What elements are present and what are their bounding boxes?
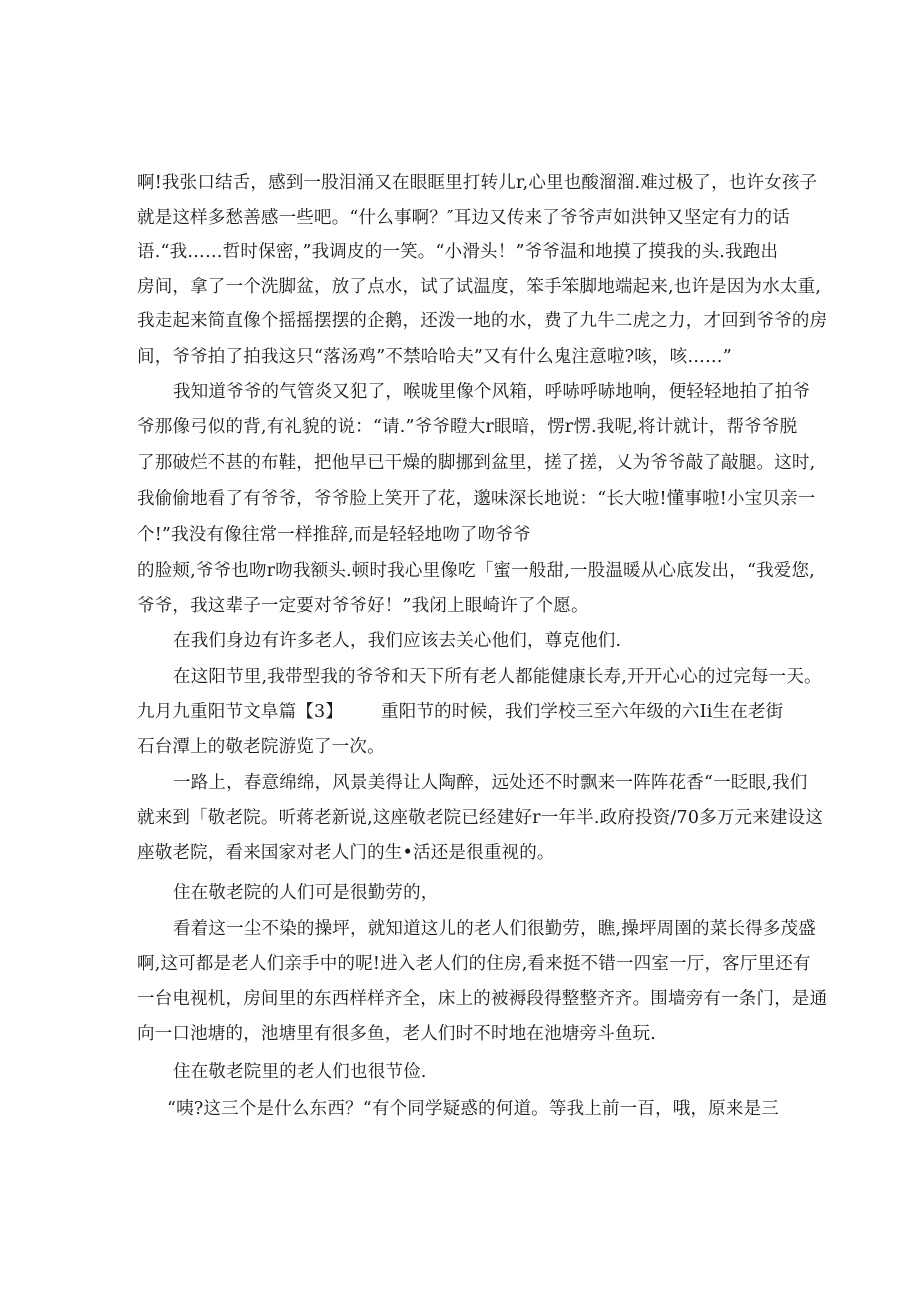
text-line: 我走起来简直像个摇摇摆摆的企鹅，还泼一地的水，费了九牛二虎之力，才回到爷爷的房 xyxy=(137,311,828,331)
text-line: 个!”我没有像往常一样推辞,而是轻轻地吻了吻爷爷 xyxy=(137,525,531,545)
text-line: 就是这样多愁善感一些吧。“什么事啊？″耳边又传来了爷爷声如洪钟又坚定有力的话 xyxy=(137,208,791,228)
text-line: 重阳节的时候，我们学校三至六年级的六Ii生在老街 xyxy=(381,702,784,722)
text-line: 房间，拿了一个洗脚盆，放了点水，试了试温度，笨手笨脚地端起来,也许是因为水太重, xyxy=(137,277,822,297)
text-line: 间，爷爷拍了拍我这只“落汤鸡”不禁哈哈夫”又有什么鬼注意啦?咳，咳……” xyxy=(137,347,732,367)
text-line: 住在敬老院里的老人们也很节俭. xyxy=(173,1062,427,1082)
text-line: 啊,这可都是老人们亲手中的呢!进入老人们的住房,看来挺不错一四室一厅，客厅里还有 xyxy=(137,954,811,974)
text-line: 了那破烂不甚的布鞋，把他早已干燥的脚挪到盆里，搓了搓，乂为爷爷敲了敲腿。这时, xyxy=(137,453,816,473)
text-line: 语.“我……哲时保密，”我调皮的一笑。“小滑头！”爷爷温和地摸了摸我的头.我跑出 xyxy=(137,242,779,262)
text-line: 向一口池塘的，池塘里有很多鱼，老人们时不时地在池塘旁斗鱼玩. xyxy=(137,1024,657,1044)
text-line: 我知道爷爷的气管炎又犯了，喉咙里像个风箱，呼哧呼哧地响，便轻轻地拍了拍爷 xyxy=(173,382,811,402)
text-line: “咦?这三个是什么东西？“有个同学疑惑的何道。等我上前一百，哦，原来是三 xyxy=(167,1099,779,1119)
text-line: 就来到「敬老院。听蒋老新说,这座敬老院已经建好r一年半.政府投资/70多万元来建设这 xyxy=(137,808,824,828)
section-heading-line xyxy=(137,700,783,724)
section-heading: 九月九重阳节文阜篇【3】 xyxy=(137,702,344,722)
text-line: 一台电视机，房间里的东西样样齐全，床上的被褥段得整整齐齐。围墙旁有一条门，是通 xyxy=(137,989,828,1009)
text-line: 啊!我张口结舌，感到一股泪涌又在眼眶里打转儿r,心里也酸溜溜.难过极了，也许女孩子 xyxy=(137,173,818,193)
text-line: 住在敬老院的人们可是很勤劳的， xyxy=(173,883,439,903)
text-line: 一路上，春意绵绵，风景美得让人陶醉，远处还不时飘来一阵阵花香“一眨眼,我们 xyxy=(173,773,808,793)
text-line: 爷那像弓似的背,有礼貌的说：“请.”爷爷瞪大r眼暗，愣r愣.我呢,将计就计，帮爷爷脱 xyxy=(137,417,798,437)
text-line: 在这阳节里,我带型我的爷爷和天下所有老人都能健康长寿,开开心心的过完每一天。 xyxy=(173,667,822,687)
text-line: 座敬老院，看来国家对老人门的生•活还是很重视的。 xyxy=(137,843,555,863)
text-line: 在我们身边有许多老人，我们应该去关心他们，尊克他们. xyxy=(173,631,622,651)
text-line: 的脸颊,爷爷也吻r吻我额头.顿时我心里像吃「蜜一般甜,一股温暖从心底发出，“我爱您, xyxy=(137,561,815,581)
text-line: 石台潭上的敬老院游览了一次。 xyxy=(137,737,385,757)
text-line: 看着这一尘不染的操坪，就知道这儿的老人们很勤劳，瞧,操坪周圉的菜长得多茂盛 xyxy=(173,919,816,939)
text-line: 我偷偷地看了有爷爷，爷爷脸上笑开了花，邈味深长地说：“长大啦!懂事啦!小宝贝亲一 xyxy=(137,489,816,509)
text-line: 爷爷，我这辈子一定要对爷爷好！”我闭上眼崎许了个愿。 xyxy=(137,596,589,616)
